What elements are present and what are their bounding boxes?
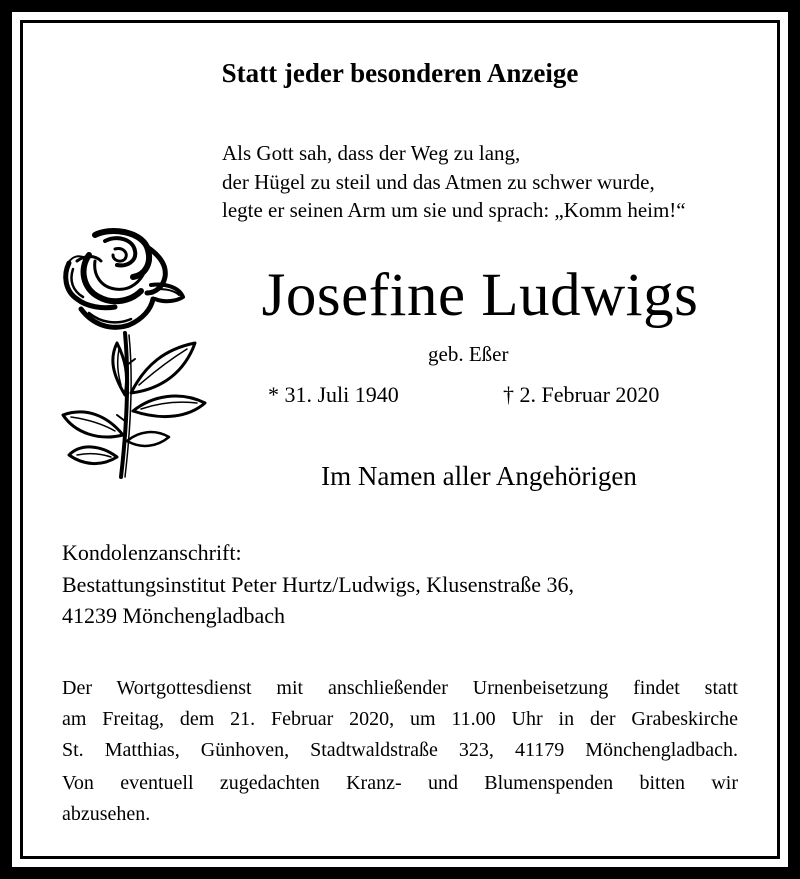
service-line: am Freitag, dem 21. Februar 2020, um 11.00 Uhr in der Grabeskirche	[62, 708, 738, 730]
poem-line: der Hügel zu steil und das Atmen zu schwer wurde,	[222, 169, 655, 194]
flower-request-line: abzusehen.	[62, 803, 151, 825]
service-line: St. Matthias, Günhoven, Stadtwaldstraße 323, 41179 Mönchengladbach.	[62, 739, 738, 761]
poem-line: legte er seinen Arm um sie und sprach: „Komm heim!“	[222, 198, 686, 222]
flower-request	[62, 768, 738, 830]
poem-line: Als Gott sah, dass der Weg zu lang,	[222, 141, 521, 165]
death-date: † 2. Februar 2020	[503, 382, 660, 407]
condolence-label: Kondolenzanschrift:	[62, 540, 242, 565]
deceased-name: Josefine Ludwigs	[261, 262, 699, 329]
condolence-line: 41239 Mönchengladbach	[62, 603, 285, 628]
flower-request-line: Von eventuell zugedachten Kranz- und Blumenspenden bitten wir	[62, 772, 738, 794]
service-line: Der Wortgottesdienst mit anschließender Urnenbeisetzung findet statt	[62, 677, 738, 699]
birth-date: * 31. Juli 1940	[268, 382, 399, 407]
birth-name: geb. Eßer	[428, 342, 509, 366]
service-info	[62, 673, 738, 766]
condolence-line: Bestattungsinstitut Peter Hurtz/Ludwigs, Klusenstraße 36,	[62, 571, 575, 597]
poem	[222, 139, 686, 225]
signoff: Im Namen aller Angehörigen	[321, 461, 637, 491]
condolence-address	[62, 537, 574, 632]
headline: Statt jeder besonderen Anzeige	[221, 58, 579, 88]
